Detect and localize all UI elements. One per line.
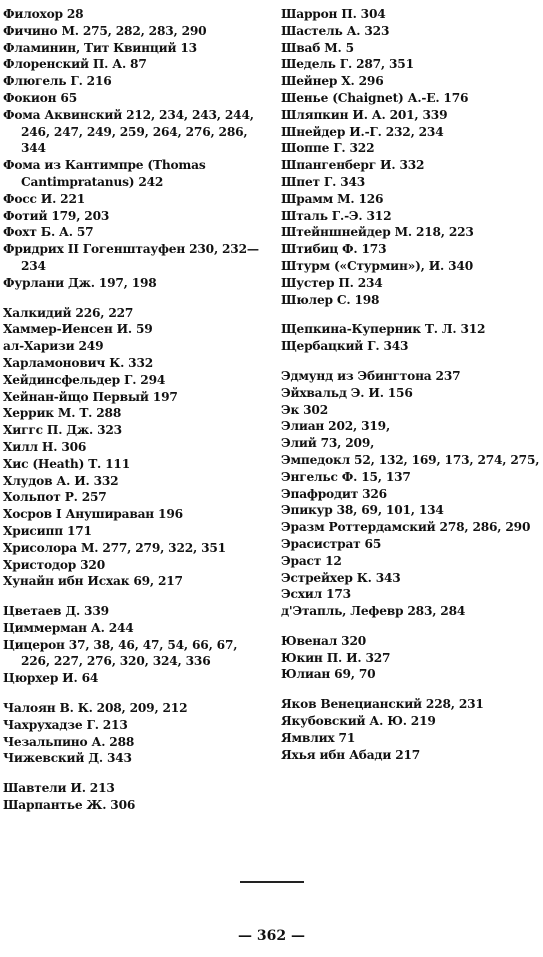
index-entry: Эраст 12 [281,553,342,568]
index-entry: Цветаев Д. 339 [3,604,109,619]
index-entry: Цюрхер И. 64 [3,671,99,686]
index-entry: ал-Харизи 249 [3,339,104,354]
index-entry: Харламонович К. 332 [3,355,154,370]
index-entry: Фридрих II Гогенштауфен 230, 232—234 [3,242,259,273]
index-column-right [281,6,541,763]
index-entry: Эсхил 173 [281,587,351,602]
index-entry: Хаммер-Иенсен И. 59 [3,322,153,337]
index-entry: Якубовский А. Ю. 219 [281,714,436,729]
group-spacer [3,767,265,780]
index-entry: Штейншнейдер М. 218, 223 [281,225,474,240]
index-entry: Эстрейхер К. 343 [281,570,401,585]
index-entry: Эмпедокл 52, 132, 169, 173, 274, 275, [281,452,540,467]
index-entry: Хунайн ибн Исхак 69, 217 [3,574,183,589]
index-entry: Шарпантье Ж. 306 [3,798,136,813]
index-entry: Хис (Heath) Т. 111 [3,456,130,471]
index-entry: Флоренский П. А. 87 [3,57,147,72]
index-entry: Эпикур 38, 69, 101, 134 [281,503,444,518]
index-entry: Фома из Кантимпре (Thomas Cantimpratanus) 242 [3,158,206,189]
index-entry: Ювенал 320 [281,633,367,648]
index-entry: Шюлер С. 198 [281,292,380,307]
index-entry: Херрик М. Т. 288 [3,406,122,421]
index-entry: Цицерон 37, 38, 46, 47, 54, 66, 67, 226, 227, 276, 320, 324, 336 [3,637,238,669]
index-entry: Филохор 28 [3,7,84,21]
index-entry: Христодор 320 [3,557,105,572]
index-entry: Шаррон П. 304 [281,7,386,21]
index-entry: Циммерман А. 244 [3,620,134,635]
index-entry: Фотий 179, 203 [3,208,110,223]
index-entry: Хейдинсфельдер Г. 294 [3,372,166,387]
index-entry: Элий 73, 209, [281,436,375,451]
index-entry: Ямвлих 71 [281,730,356,745]
index-entry: Хилл Н. 306 [3,439,87,454]
index-entry: Яхья ибн Абади 217 [281,747,421,762]
group-spacer [281,308,541,321]
index-entry: Юкин П. И. 327 [281,650,391,665]
index-entry: д'Этапль, Лефевр 283, 284 [281,604,466,619]
index-entry: Чижевский Д. 343 [3,751,132,766]
index-entry: Шенье (Chaignet) А.-Е. 176 [281,90,469,105]
index-entry: Шнейдер И.-Г. 232, 234 [281,124,444,139]
index-entry: Эпафродит 326 [281,486,387,501]
index-entry: Шталь Г.-Э. 312 [281,208,392,223]
index-entry: Хлудов А. И. 332 [3,473,119,488]
index-entry: Фурлани Дж. 197, 198 [3,275,157,290]
index-entry: Шустер П. 234 [281,275,383,290]
index-entry: Шпет Г. 343 [281,174,366,189]
group-spacer [3,687,265,700]
index-entry: Шрамм М. 126 [281,191,384,206]
index-entry: Халкидий 226, 227 [3,305,134,320]
index-entry: Эдмунд из Эбингтона 237 [281,368,461,383]
index-entry: Эк 302 [281,402,328,417]
group-spacer [3,590,265,603]
index-entry: Энгельс Ф. 15, 137 [281,469,411,484]
page-number: — 362 — [238,928,305,944]
index-entry: Чезальпино А. 288 [3,734,135,749]
index-entry: Эразм Роттердамский 278, 286, 290 [281,520,531,535]
index-entry: Хрисипп 171 [3,523,92,538]
index-entry: Элиан 202, 319, [281,419,390,434]
index-entry: Хиггс П. Дж. 323 [3,423,122,438]
index-entry: Чалоян В. К. 208, 209, 212 [3,701,188,716]
index-entry: Эрасистрат 65 [281,536,382,551]
group-spacer [281,620,541,633]
index-entry: Штибиц Ф. 173 [281,242,387,257]
footer-rule [240,881,304,883]
index-entry: Шваб М. 5 [281,40,354,55]
group-spacer [281,683,541,696]
index-entry: Юлиан 69, 70 [281,667,376,682]
group-spacer [281,355,541,368]
index-entry: Штурм («Стурмин»), И. 340 [281,258,473,273]
index-entry: Хосров I Анушираван 196 [3,507,183,522]
index-entry: Чахрухадзе Г. 213 [3,717,128,732]
index-entry: Фосс И. 221 [3,191,86,206]
index-entry: Шейнер Х. 296 [281,74,384,89]
index-entry: Фохт Б. А. 57 [3,225,94,240]
index-entry: Щепкина-Куперник Т. Л. 312 [281,322,486,337]
index-entry: Шавтели И. 213 [3,781,115,796]
index-entry: Яков Венецианский 228, 231 [281,697,484,712]
index-entry: Хейнан-йщо Первый 197 [3,389,178,404]
index-entry: Шастель А. 323 [281,23,390,38]
index-entry: Шедель Г. 287, 351 [281,57,414,72]
index-entry: Фичино М. 275, 282, 283, 290 [3,23,207,38]
group-spacer [3,292,265,305]
index-column-left [3,6,265,814]
index-entry: Шоппе Г. 322 [281,141,375,156]
index-entry: Фома Аквинский 212, 234, 243, 244, 246, 247, 249, 259, 264, 276, 286, 344 [3,107,254,156]
index-entry: Фокион 65 [3,90,77,105]
index-entry: Хольпот Р. 257 [3,490,107,505]
index-entry: Флюгель Г. 216 [3,74,112,89]
index-entry: Фламинин, Тит Квинций 13 [3,40,197,55]
index-entry: Шляпкин И. А. 201, 339 [281,107,448,122]
index-entry: Щербацкий Г. 343 [281,339,409,354]
index-entry: Эйхвальд Э. И. 156 [281,385,413,400]
index-entry: Хрисолора М. 277, 279, 322, 351 [3,540,226,555]
index-entry: Шпангенберг И. 332 [281,158,425,173]
